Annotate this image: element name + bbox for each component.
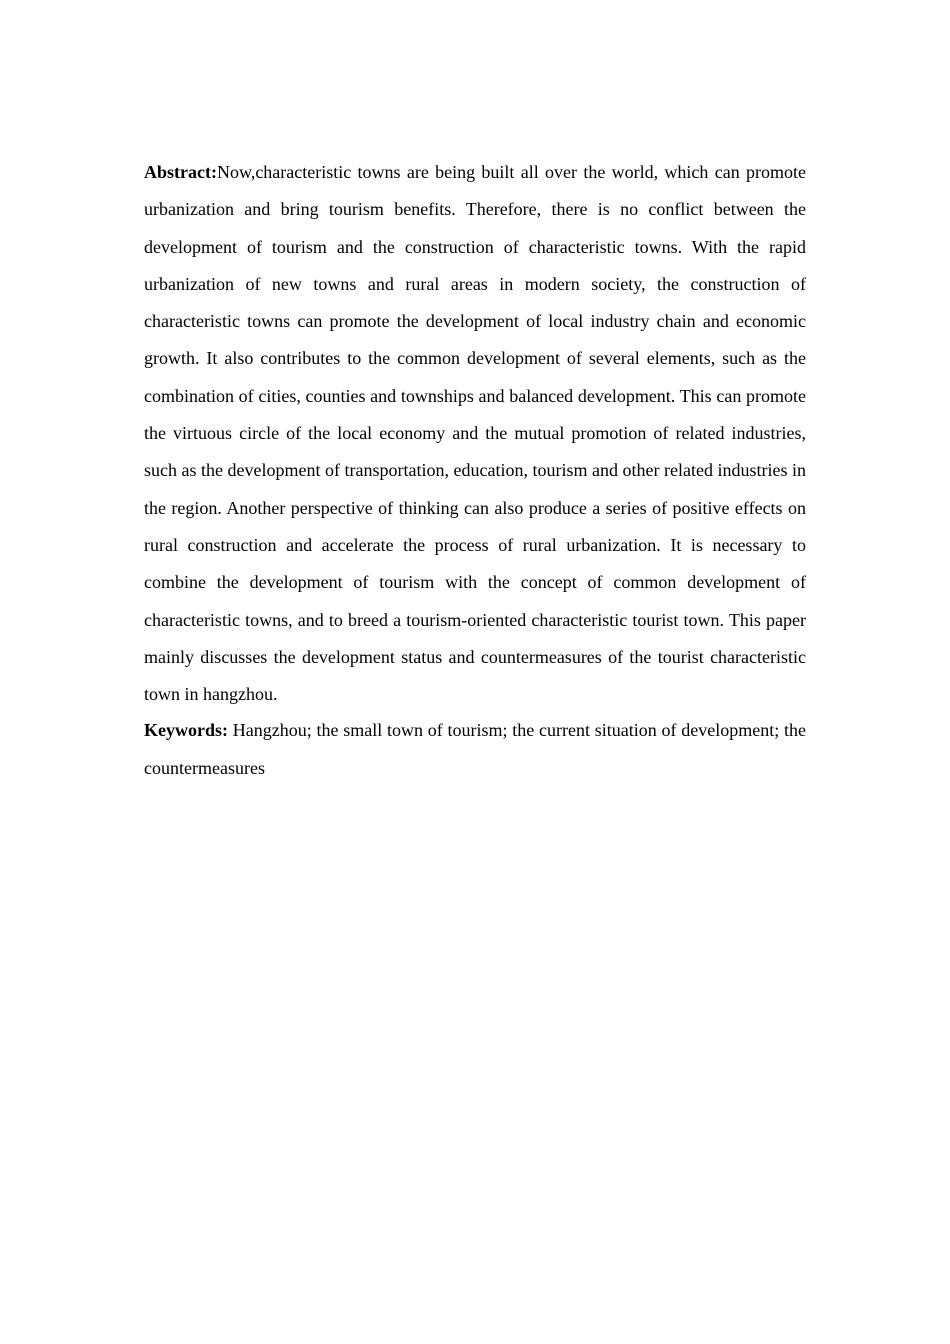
abstract-label: Abstract:: [144, 162, 217, 182]
abstract-section: [144, 154, 806, 787]
keywords-paragraph: [144, 712, 806, 787]
abstract-text: Now,characteristic towns are being built all over the world, which can promote urbanization and bring tourism benefits. Therefore, there is no conflict between the development of tourism and the construction of characteristic towns. With the rapid urbanization of new towns and rural areas in modern society, the construction of characteristic towns can promote the development of local industry chain and economic growth. It also contributes to the common development of several elements, such as the combination of cities, counties and townships and balanced development. This can promote the virtuous circle of the local economy and the mutual promotion of related industries, such as the development of transportation, education, tourism and other related industries in the region. Another perspective of thinking can also produce a series of positive effects on rural construction and accelerate the process of rural urbanization. It is necessary to combine the development of tourism with the concept of common development of characteristic towns, and to breed a tourism-oriented characteristic tourist town. This paper mainly discusses the development status and countermeasures of the tourist characteristic town in hangzhou.: [144, 162, 806, 705]
keywords-label: Keywords:: [144, 720, 228, 741]
keywords-text: Hangzhou; the small town of tourism; the current situation of development; the countermeasures: [144, 720, 807, 778]
abstract-paragraph: [144, 154, 806, 713]
